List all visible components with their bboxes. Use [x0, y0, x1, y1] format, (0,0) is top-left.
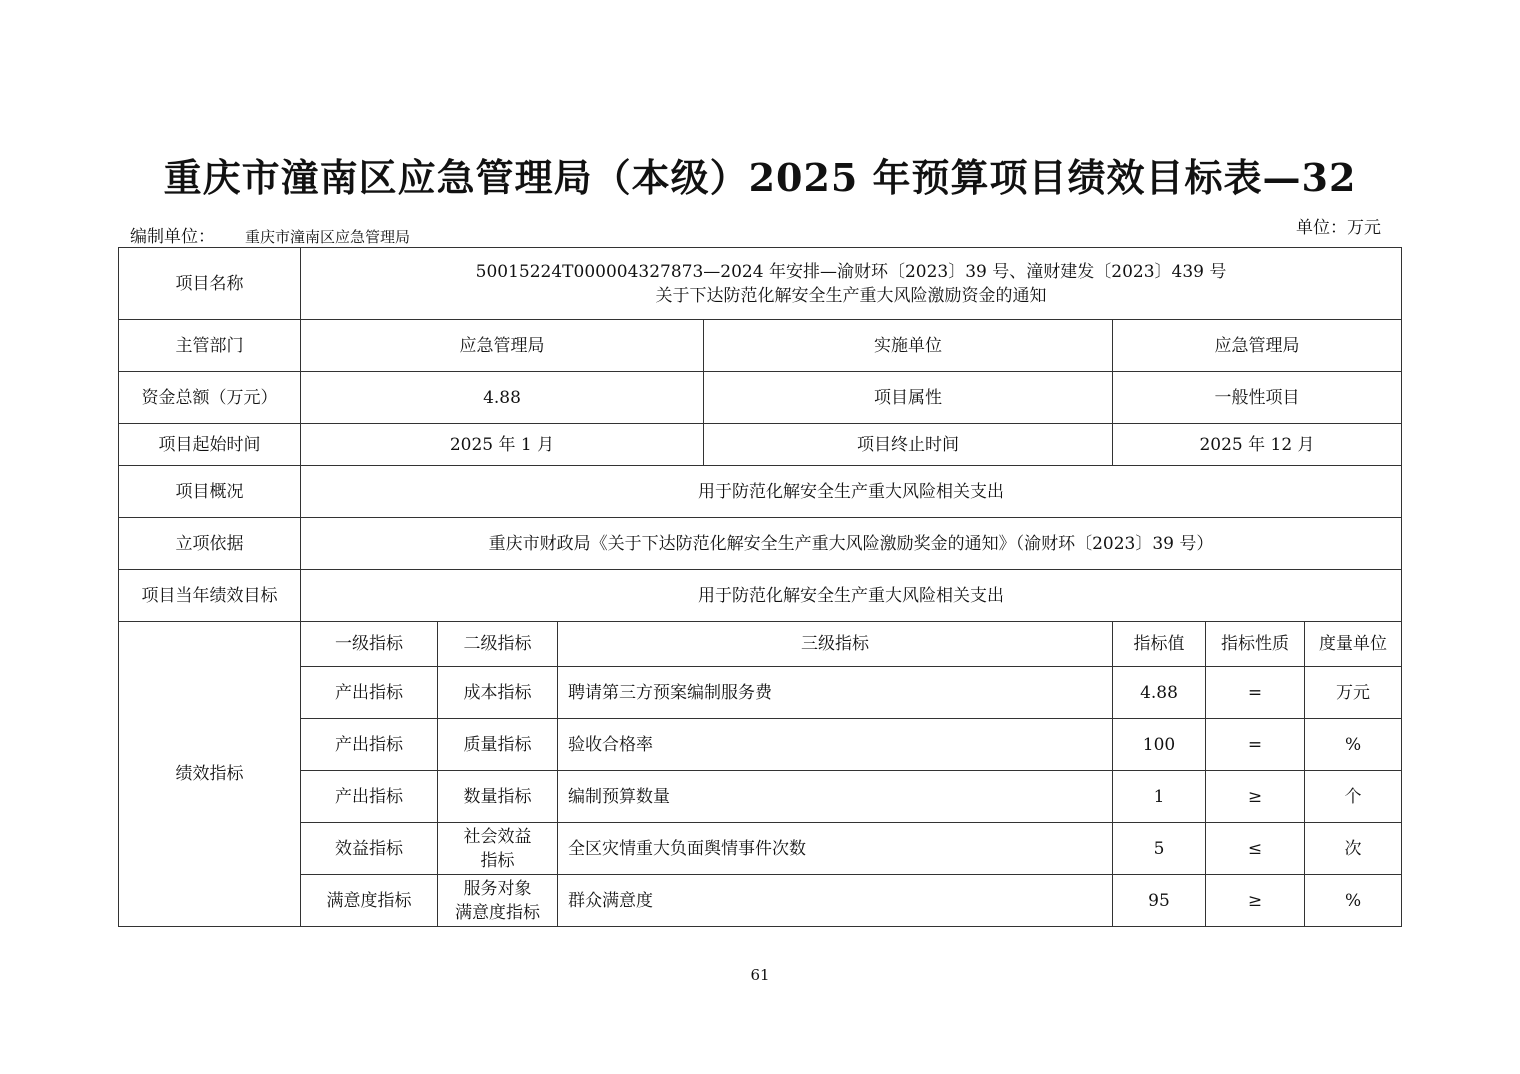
indicator-row [119, 719, 1402, 771]
indicator-l2 [438, 875, 558, 927]
indicator-l2-line2: 满意度指标 [455, 902, 540, 923]
header-l1: 一级指标 [301, 622, 438, 667]
end-value: 2025 年 12 月 [1113, 424, 1402, 466]
indicator-row [119, 667, 1402, 719]
table-row [119, 424, 1402, 466]
perf-label: 绩效指标 [119, 622, 301, 927]
page-number: 61 [750, 966, 770, 984]
org-value: 重庆市潼南区应急管理局 [245, 228, 411, 246]
impl-value: 应急管理局 [1113, 320, 1402, 372]
table-row [119, 570, 1402, 622]
indicator-unit: % [1305, 875, 1402, 927]
indicator-l2-line1: 社会效益 [463, 826, 532, 847]
indicator-l3: 全区灾情重大负面舆情事件次数 [558, 823, 1113, 875]
overview-label: 项目概况 [119, 466, 301, 518]
indicator-row [119, 823, 1402, 875]
table-row [119, 320, 1402, 372]
project-name-label: 项目名称 [119, 248, 301, 320]
indicator-unit: 万元 [1305, 667, 1402, 719]
indicator-value: 4.88 [1113, 667, 1206, 719]
basis-value: 重庆市财政局《关于下达防范化解安全生产重大风险激励奖金的通知》（渝财环〔2023〕39 号） [301, 518, 1402, 570]
indicator-l2-line2: 指标 [480, 850, 515, 871]
indicator-l2: 质量指标 [438, 719, 558, 771]
indicator-l1: 满意度指标 [301, 875, 438, 927]
header-value: 指标值 [1113, 622, 1206, 667]
project-name-line1: 50015224T000004327873—2024 年安排—渝财环〔2023〕39 号、潼财建发〔2023〕439 号 [475, 261, 1227, 282]
goal-label: 项目当年绩效目标 [119, 570, 301, 622]
project-name-line2: 关于下达防范化解安全生产重大风险激励资金的通知 [655, 285, 1047, 306]
goal-value: 用于防范化解安全生产重大风险相关支出 [301, 570, 1402, 622]
header-unit: 度量单位 [1305, 622, 1402, 667]
indicator-row [119, 771, 1402, 823]
dept-label: 主管部门 [119, 320, 301, 372]
indicator-nature: ≤ [1206, 823, 1305, 875]
indicator-l3: 验收合格率 [558, 719, 1113, 771]
end-label: 项目终止时间 [704, 424, 1113, 466]
indicator-unit: 次 [1305, 823, 1402, 875]
indicator-value: 95 [1113, 875, 1206, 927]
indicator-l3: 编制预算数量 [558, 771, 1113, 823]
indicator-row [119, 875, 1402, 927]
indicator-nature: ≥ [1206, 875, 1305, 927]
header-nature: 指标性质 [1206, 622, 1305, 667]
overview-value: 用于防范化解安全生产重大风险相关支出 [301, 466, 1402, 518]
project-name-value [301, 248, 1402, 320]
indicator-nature: = [1206, 719, 1305, 771]
org-line [130, 222, 410, 247]
indicator-nature: ≥ [1206, 771, 1305, 823]
table-row [119, 466, 1402, 518]
fund-value: 4.88 [301, 372, 704, 424]
indicator-l1: 产出指标 [301, 771, 438, 823]
attr-value: 一般性项目 [1113, 372, 1402, 424]
indicator-l1: 产出指标 [301, 667, 438, 719]
performance-table [118, 247, 1402, 927]
indicator-unit: 个 [1305, 771, 1402, 823]
indicator-l2 [438, 823, 558, 875]
indicator-header-row [119, 622, 1402, 667]
basis-label: 立项依据 [119, 518, 301, 570]
org-label: 编制单位： [130, 227, 215, 247]
indicator-value: 5 [1113, 823, 1206, 875]
dept-value: 应急管理局 [301, 320, 704, 372]
indicator-l3: 群众满意度 [558, 875, 1113, 927]
page-title: 重庆市潼南区应急管理局（本级）2025 年预算项目绩效目标表—32 [163, 155, 1357, 200]
unit-label: 单位：万元 [1296, 218, 1381, 238]
indicator-l1: 效益指标 [301, 823, 438, 875]
start-value: 2025 年 1 月 [301, 424, 704, 466]
header-l2: 二级指标 [438, 622, 558, 667]
indicator-l3: 聘请第三方预案编制服务费 [558, 667, 1113, 719]
indicator-value: 100 [1113, 719, 1206, 771]
attr-label: 项目属性 [704, 372, 1113, 424]
fund-label: 资金总额（万元） [119, 372, 301, 424]
table-row [119, 248, 1402, 320]
indicator-l2: 成本指标 [438, 667, 558, 719]
start-label: 项目起始时间 [119, 424, 301, 466]
indicator-value: 1 [1113, 771, 1206, 823]
table-row [119, 372, 1402, 424]
header-l3: 三级指标 [558, 622, 1113, 667]
indicator-unit: % [1305, 719, 1402, 771]
indicator-l2-line1: 服务对象 [463, 878, 532, 899]
table-row [119, 518, 1402, 570]
indicator-nature: = [1206, 667, 1305, 719]
impl-label: 实施单位 [704, 320, 1113, 372]
indicator-l2: 数量指标 [438, 771, 558, 823]
indicator-l1: 产出指标 [301, 719, 438, 771]
